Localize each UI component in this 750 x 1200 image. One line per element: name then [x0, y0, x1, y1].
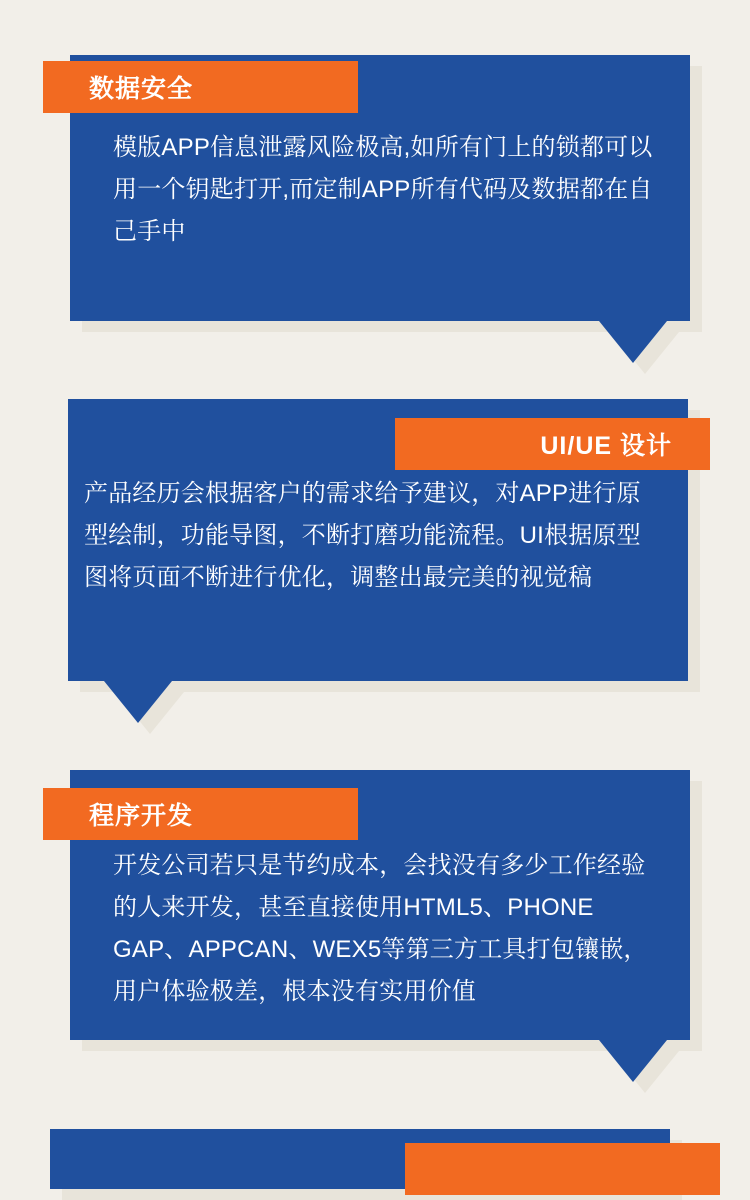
section-tag-3: 程序开发	[43, 788, 358, 840]
section-tag-1: 数据安全	[43, 61, 358, 113]
card-pointer-1	[599, 321, 667, 363]
section-body-3: 开发公司若只是节约成本，会找没有多少工作经验的人来开发，甚至直接使用HTML5、PHONE GAP、APPCAN、WEX5等第三方工具打包镶嵌，用户体验极差，根本没有实用价值	[113, 852, 648, 1005]
card-pointer-2	[104, 681, 172, 723]
section-tag-2: UI/UE 设计	[395, 418, 710, 470]
section-tag-4	[405, 1143, 720, 1195]
section-body-2: 产品经历会根据客户的需求给予建议，对APP进行原型绘制，功能导图，不断打磨功能流程。UI根据原型图将页面不断进行优化，调整出最完美的视觉稿	[84, 480, 641, 591]
section-body-1: 模版APP信息泄露风险极高,如所有门上的锁都可以用一个钥匙打开,而定制APP所有代码及数据都在自己手中	[113, 134, 653, 245]
card-pointer-3	[599, 1040, 667, 1082]
